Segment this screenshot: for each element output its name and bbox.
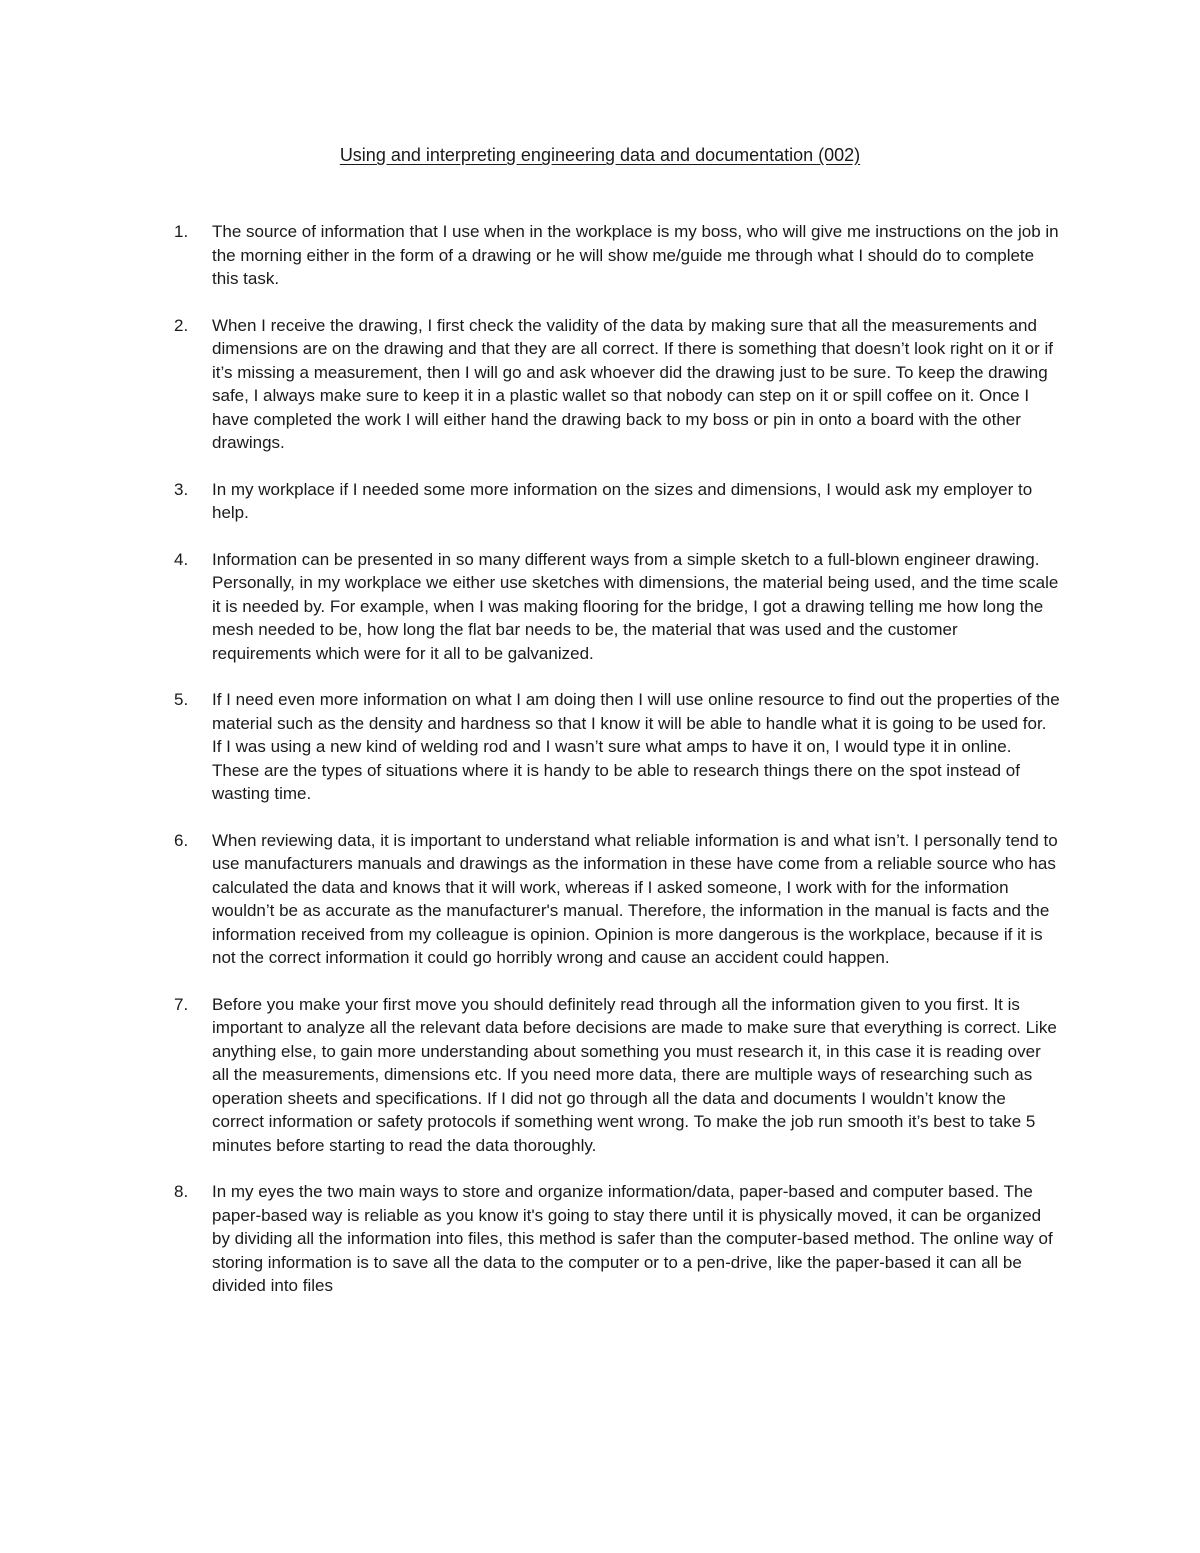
list-item bbox=[0, 220, 1200, 291]
list-item bbox=[0, 478, 1200, 525]
list-item bbox=[0, 688, 1200, 806]
item-number: 5. bbox=[174, 690, 189, 709]
item-text: In my eyes the two main ways to store and organize information/data, paper-based and computer based. The paper-based way is reliable as you know it's going to stay there until it is physically moved, it can be organized by dividing all the information into files, this method is safer than the computer-based method. The online way of storing information is to save all the data to the computer or to a pen-drive, like the paper-based it can all be divided into files bbox=[212, 1182, 1053, 1295]
answer-list bbox=[0, 220, 1200, 1321]
item-number: 7. bbox=[174, 994, 189, 1014]
document-title: Using and interpreting engineering data and documentation (002) bbox=[339, 145, 861, 165]
list-item bbox=[0, 829, 1200, 970]
list-item bbox=[0, 993, 1200, 1158]
item-text: The source of information that I use when in the workplace is my boss, who will give me instructions on the job in the morning either in the form of a drawing or he will show me/guide me through what I should do to complete this task. bbox=[212, 222, 1059, 288]
item-number: 6. bbox=[174, 830, 189, 850]
list-item bbox=[0, 548, 1200, 666]
item-text: In my workplace if I needed some more information on the sizes and dimensions, I would ask my employer to help. bbox=[212, 479, 1033, 522]
item-number: 1. bbox=[174, 222, 189, 241]
item-text: When reviewing data, it is important to understand what reliable information is and what isn’t. I personally tend to use manufacturers manuals and drawings as the information in these have come from a reliable source who has calculated the data and knows that it will work, whereas if I asked someone, I work with for the information wouldn’t be as accurate as the manufacturer's manual. Therefore, the information in the manual is facts and the information received from my colleague is opinion. Opinion is more dangerous is the workplace, because if it is not the correct information it could go horribly wrong and cause an accident could happen. bbox=[212, 830, 1058, 967]
item-text: When I receive the drawing, I first check the validity of the data by making sure that all the measurements and dimensions are on the drawing and that they are all correct. If there is something that doesn’t look right on it or if it’s missing a measurement, then I will go and ask whoever did the drawing just to be sure. To keep the drawing safe, I always make sure to keep it in a plastic wallet so that nobody can step on it or spill coffee on it. Once I have completed the work I will either hand the drawing back to my boss or pin in onto a board with the other drawings. bbox=[212, 315, 1054, 452]
item-number: 2. bbox=[174, 315, 189, 335]
item-text: Before you make your first move you should definitely read through all the information given to you first. It is important to analyze all the relevant data before decisions are made to make sure that everything is correct. Like anything else, to gain more understanding about something you must research it, in this case it is reading over all the measurements, dimensions etc. If you need more data, there are multiple ways of researching such as operation sheets and specifications. If I did not go through all the data and documents I wouldn’t know the correct information or safety protocols if something went wrong. To make the job run smooth it’s best to take 5 minutes before starting to read the data thoroughly. bbox=[212, 994, 1057, 1155]
list-item bbox=[0, 1180, 1200, 1298]
item-number: 8. bbox=[174, 1182, 189, 1201]
item-text: Information can be presented in so many different ways from a simple sketch to a full-blown engineer drawing. Personally, in my workplace we either use sketches with dimensions, the material being used, and the time scale it is needed by. For example, when I was making flooring for the bridge, I got a drawing telling me how long the mesh needed to be, how long the flat bar needs to be, the material that was used and the customer requirements which were for it all to be galvanized. bbox=[212, 549, 1059, 663]
list-item bbox=[0, 314, 1200, 455]
item-number: 3. bbox=[174, 479, 189, 499]
item-number: 4. bbox=[174, 549, 189, 569]
item-text: If I need even more information on what I am doing then I will use online resource to find out the properties of the material such as the density and hardness so that I know it will be able to handle what it is going to be used for. If I was using a new kind of welding rod and I wasn’t sure what amps to have it on, I would type it in online. These are the types of situations where it is handy to be able to research things there on the spot instead of wasting time. bbox=[212, 690, 1060, 803]
